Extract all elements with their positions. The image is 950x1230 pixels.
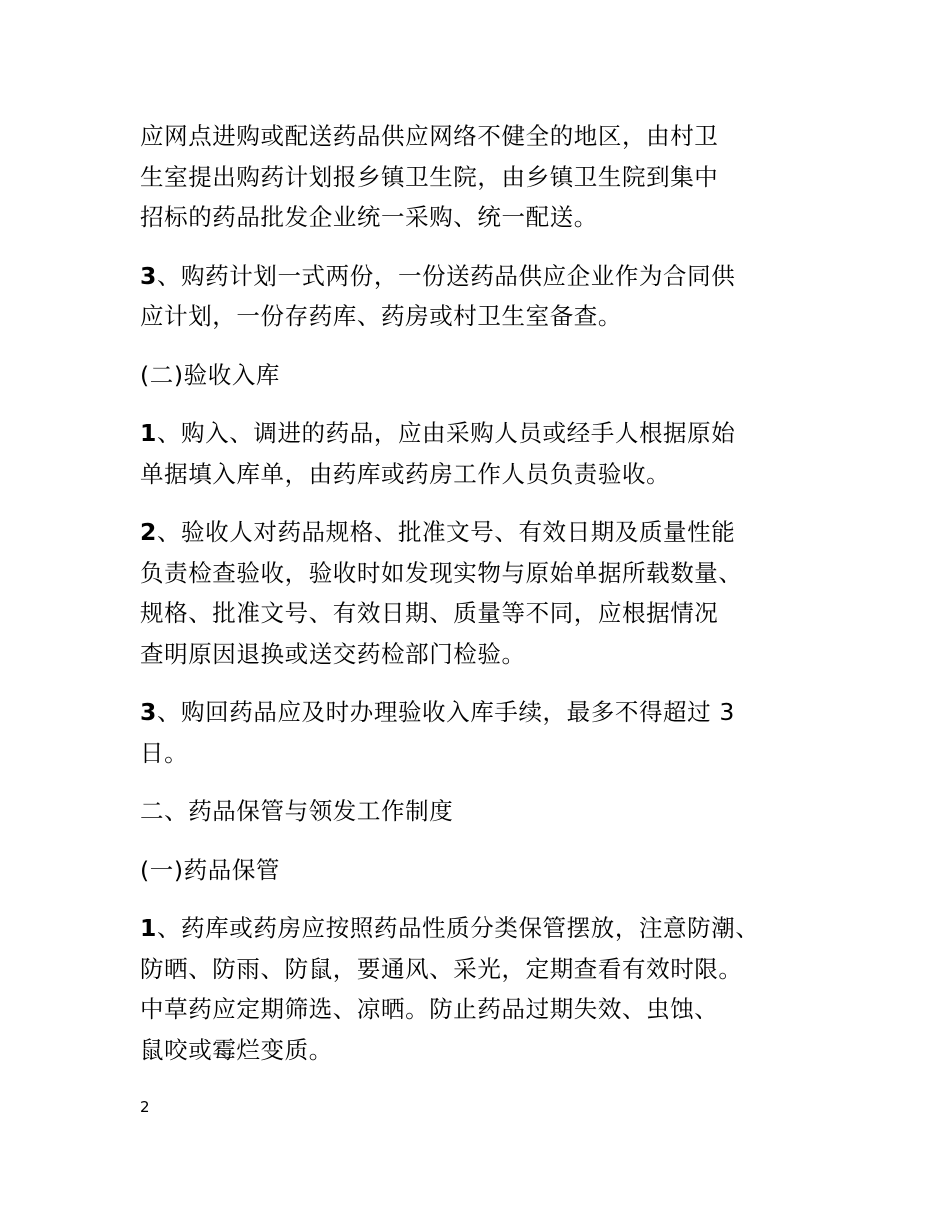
paragraph-continuation [140, 116, 830, 238]
document-body [140, 116, 830, 1088]
section-heading-storage-dispensing [140, 791, 830, 832]
text-segment: 、验收人对药品规格、批准文号、有效日期及质量性能 [156, 518, 736, 546]
text-line: 应计划，一份存药库、药房或村卫生室备查。 [140, 302, 622, 330]
paragraph-item-1-storage [140, 908, 830, 1070]
text-segment: 、购入、调进的药品，应由采购人员或经手人根据原始 [156, 419, 736, 447]
text-line: 鼠咬或霉烂变质。 [140, 1035, 333, 1064]
item-number: 1 [140, 419, 157, 447]
text-line: 规格、批准文号、有效日期、质量等不同，应根据情况 [140, 599, 719, 627]
item-number: 2 [140, 518, 157, 546]
item-number: 1 [140, 914, 157, 942]
text-line: 生室提出购药计划报乡镇卫生院，由乡镇卫生院到集中 [140, 162, 719, 191]
text-line: 应网点进购或配送药品供应网络不健全的地区，由村卫 [140, 122, 719, 150]
paragraph-item-3-purchase-plan [140, 256, 830, 337]
text-line: 查明原因退换或送交药检部门检验。 [140, 639, 526, 668]
text-segment: 、购回药品应及时办理验收入库手续，最多不得超过 3 [156, 698, 735, 726]
text-line: 单据填入库单，由药库或药房工作人员负责验收。 [140, 459, 671, 488]
paragraph-item-2-inspection [140, 512, 830, 674]
text-line: 防晒、防雨、防鼠，要通风、采光，定期查看有效时限。 [140, 954, 743, 983]
text-line: 日。 [140, 738, 189, 767]
page-number: 2 [140, 1098, 150, 1116]
section-heading-storage [140, 850, 830, 891]
item-number: 3 [140, 698, 157, 726]
text-line [140, 908, 830, 949]
text-line: 二、药品保管与领发工作制度 [140, 797, 454, 825]
text-line: (二)验收入库 [140, 360, 281, 389]
text-line [140, 692, 830, 733]
text-line: 负责检查验收，验收时如发现实物与原始单据所载数量、 [140, 558, 743, 587]
item-number: 3 [140, 261, 157, 290]
paragraph-item-1-purchase-in [140, 413, 830, 494]
text-line: 招标的药品批发企业统一采购、统一配送。 [140, 203, 598, 231]
text-line: 中草药应定期筛选、凉晒。防止药品过期失效、虫蚀、 [140, 995, 719, 1023]
section-heading-acceptance [140, 355, 830, 396]
text-line [140, 256, 830, 297]
text-line [140, 512, 830, 553]
text-segment: 、药库或药房应按照药品性质分类保管摆放，注意防潮、 [156, 914, 760, 942]
text-line: (一)药品保管 [140, 855, 281, 884]
text-segment: 、购药计划一式两份，一份送药品供应企业作为合同供 [156, 261, 736, 290]
paragraph-item-3-storage-deadline [140, 692, 830, 773]
text-line [140, 413, 830, 454]
